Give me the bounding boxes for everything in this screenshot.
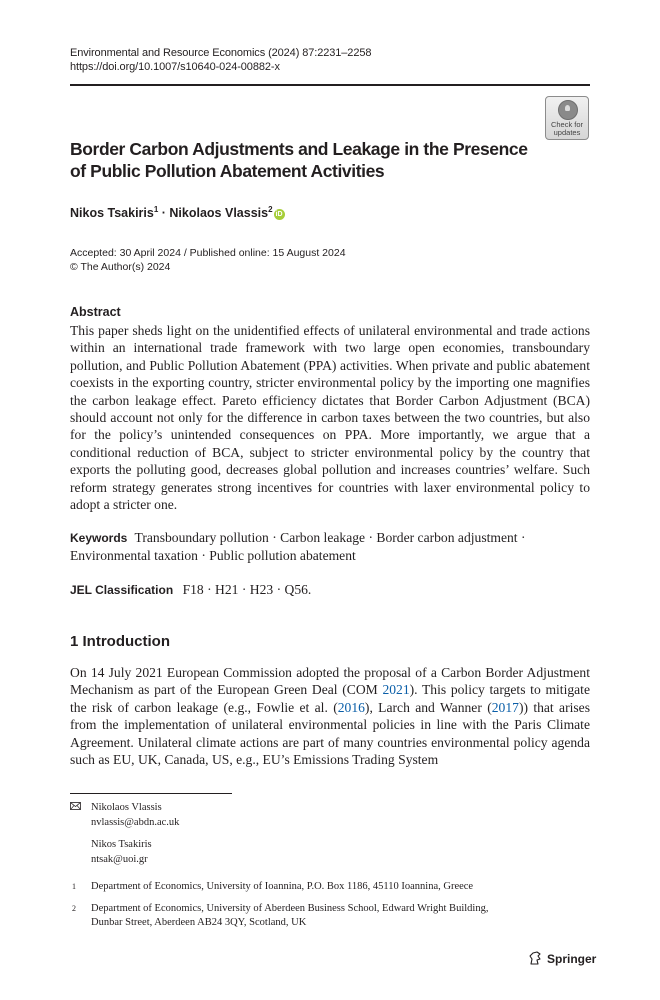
springer-horse-icon (528, 951, 543, 966)
badge-line1: Check for (550, 120, 584, 129)
intro-text-4: )) that arises from the implementation of unilateral environmental policies in line with the Paris Climate Agreement. Unilateral climate actions are part of many countries environmental policy agenda such as EU, UK, Canada, US, e.g., EU’s Emissions Trading System (70, 699, 591, 768)
citation-link-com[interactable]: 2021 (382, 682, 410, 698)
contact-email-tsakiris[interactable]: ntsak@uoi.gr (91, 854, 148, 865)
affiliation-1: Department of Economics, University of Ioannina, P.O. Box 1186, 45110 Ioannina, Greece (91, 881, 474, 892)
affiliation-2-line2: Dunbar Street, Aberdeen AB24 3QY, Scotland, UK (91, 917, 307, 928)
author-vlassis[interactable]: Nikolaos Vlassis (169, 206, 269, 220)
author-separator: · (158, 206, 170, 220)
keywords (70, 529, 590, 565)
author1-affiliation-mark: 1 (153, 204, 159, 214)
publisher-logo (528, 951, 596, 966)
intro-text-1: On 14 July 2021 European Commission adopted the proposal of a Carbon Border Adjustment Mechanism as part of the European Green Deal (COM (70, 665, 590, 698)
publisher-name: Springer (547, 951, 597, 966)
abstract-heading: Abstract (70, 305, 121, 319)
author2-affiliation-mark: 2 (268, 204, 273, 214)
affiliation-number-2: 2 (72, 904, 76, 913)
journal-citation: Environmental and Resource Economics (2024) 87:2231–2258 (70, 47, 372, 59)
intro-text-2: ). This policy targets to mitigate the risk of carbon leakage (e.g., Fowlie et al. ( (70, 682, 590, 715)
introduction-paragraph (70, 664, 590, 768)
author-list (70, 206, 285, 220)
header-rule (70, 84, 590, 86)
article-title (70, 138, 540, 182)
envelope-icon (70, 802, 81, 810)
jel-codes: F18 · H21 · H23 · Q56. (182, 582, 312, 597)
copyright-notice: © The Author(s) 2024 (70, 261, 171, 273)
citation-link-fowlie[interactable]: 2016 (337, 699, 365, 715)
jel-label: JEL Classification (70, 583, 174, 597)
abstract-text: This paper sheds light on the unidentified effects of unilateral environmental and trade actions within an international trade framework with two large open economies, transboundary pollution, and Public Pollution Abatement (PPA) activities. When private and public abatement coexists in the exporting country, stricter environmental policy by the importing one magnifies the carbon leakage effect. Pareto efficiency dictates that Border Carbon Adjustment (BCA) should account not only for the difference in carbon taxes between the two countries, but also for the policy’s unintended consequences on PPA. More importantly, we argue that a conditional reduction of BCA, subject to stricter environmental policy by the country that exports the polluting good, decreases global pollution and increases countries’ welfare. Such reform strategy generates strong incentives for countries with laxer environmental policy to adopt a stricter one. (70, 323, 590, 513)
jel-classification (70, 581, 311, 599)
keywords-label: Keywords (70, 531, 128, 545)
author-tsakiris[interactable]: Nikos Tsakiris (70, 206, 154, 220)
intro-text-3: ), Larch and Wanner ( (364, 699, 492, 715)
affiliation-number-1: 1 (72, 882, 76, 891)
affiliation-2-line1: Department of Economics, University of Aberdeen Business School, Edward Wright Building, (91, 903, 489, 914)
footnote-rule (70, 793, 232, 794)
bookmark-icon (558, 100, 578, 120)
contact-email-vlassis[interactable]: nvlassis@abdn.ac.uk (91, 817, 180, 828)
publication-dates (70, 246, 346, 274)
citation-link-larch[interactable]: 2017 (491, 699, 519, 715)
check-for-updates-badge[interactable] (545, 96, 589, 140)
accepted-published-dates: Accepted: 30 April 2024 / Published online: 15 August 2024 (70, 247, 346, 259)
section-heading-introduction: 1 Introduction (70, 633, 170, 650)
contact-name-tsakiris: Nikos Tsakiris (91, 839, 152, 850)
title-line1: Border Carbon Adjustments and Leakage in the Presence (70, 139, 528, 159)
keywords-text: Transboundary pollution · Carbon leakage · Border carbon adjustment · Environmental taxation · Public pollution abatement (70, 530, 526, 564)
doi-link[interactable]: https://doi.org/10.1007/s10640-024-00882-x (70, 61, 280, 73)
title-line2: of Public Pollution Abatement Activities (70, 161, 385, 181)
orcid-icon[interactable]: iD (275, 211, 283, 218)
contact-name-vlassis: Nikolaos Vlassis (91, 802, 162, 813)
badge-line2: updates (553, 128, 581, 137)
